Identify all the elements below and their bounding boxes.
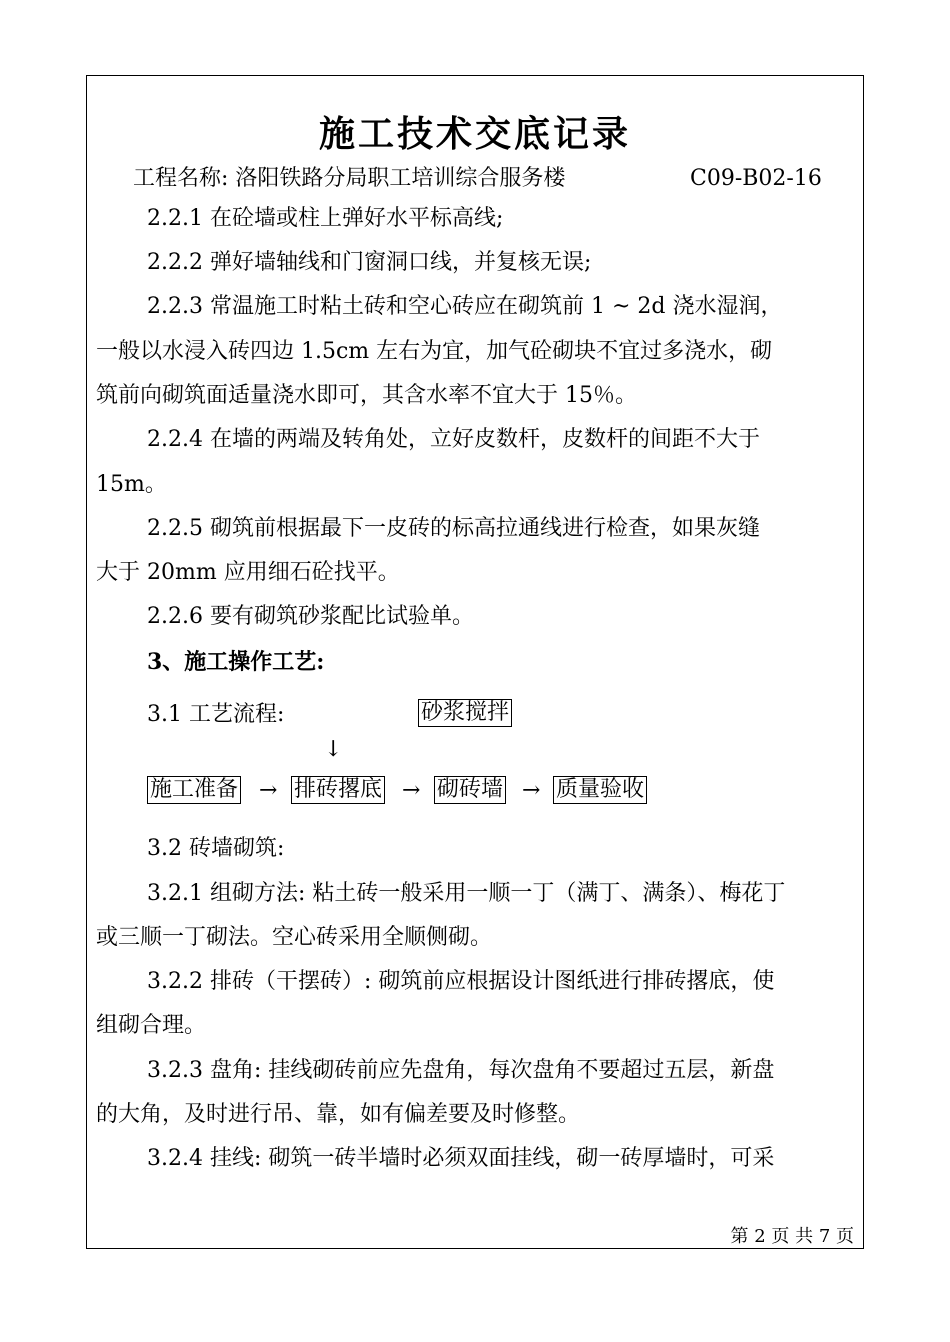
text-line: 2.2.5 砌筑前根据最下一皮砖的标高拉通线进行检查，如果灰缝 bbox=[147, 516, 760, 541]
text-line: 的大角，及时进行吊、靠，如有偏差要及时修整。 bbox=[96, 1102, 581, 1127]
text-line: 3.2.4 挂线: 砌筑一砖半墙时必须双面挂线，砌一砖厚墙时，可采 bbox=[147, 1146, 775, 1171]
flow-box-mortar-mixing: 砂浆搅拌 bbox=[418, 699, 512, 727]
text-line: 2.2.3 常温施工时粘土砖和空心砖应在砌筑前 1 ~ 2d 浇水湿润， bbox=[147, 294, 783, 319]
text-line: 2.2.1 在砼墙或柱上弹好水平标高线; bbox=[147, 206, 504, 231]
text-line: 一般以水浸入砖四边 1.5cm 左右为宜，加气砼砌块不宜过多浇水，砌 bbox=[96, 339, 773, 364]
document-code: C09-B02-16 bbox=[690, 166, 822, 191]
text-line: 15m。 bbox=[96, 472, 167, 497]
flow-box-quality-acceptance: 质量验收 bbox=[553, 776, 647, 804]
text-line: 3.2.1 组砌方法: 粘土砖一般采用一顺一丁（满丁、满条）、梅花丁 bbox=[147, 881, 786, 906]
section-heading: 3、施工操作工艺: bbox=[147, 649, 325, 675]
project-name: 工程名称: 洛阳铁路分局职工培训综合服务楼 bbox=[133, 166, 566, 191]
text-line: 2.2.6 要有砌筑砂浆配比试验单。 bbox=[147, 604, 474, 629]
text-line: 2.2.4 在墙的两端及转角处，立好皮数杆，皮数杆的间距不大于 bbox=[147, 427, 760, 452]
flow-box-construction-prep: 施工准备 bbox=[147, 776, 241, 804]
flow-arrow: → bbox=[402, 778, 421, 803]
text-line: 组砌合理。 bbox=[96, 1013, 207, 1038]
text-line: 或三顺一丁砌法。空心砖采用全顺侧砌。 bbox=[96, 925, 493, 950]
text-line: 3.2.3 盘角: 挂线砌砖前应先盘角，每次盘角不要超过五层，新盘 bbox=[147, 1058, 775, 1083]
flow-arrow: → bbox=[259, 778, 278, 803]
text-line: 筑前向砌筑面适量浇水即可，其含水率不宜大于 15％。 bbox=[96, 383, 637, 408]
text-line: 2.2.2 弹好墙轴线和门窗洞口线，并复核无误; bbox=[147, 250, 592, 275]
flow-arrow: → bbox=[522, 778, 541, 803]
text-line: 大于 20mm 应用细石砼找平。 bbox=[96, 560, 400, 585]
text-line: 3.2.2 排砖（干摆砖）: 砌筑前应根据设计图纸进行排砖撂底，使 bbox=[147, 969, 775, 994]
flow-box-brick-layout: 排砖撂底 bbox=[291, 776, 385, 804]
page-number: 第 2 页 共 7 页 bbox=[730, 1226, 854, 1247]
process-flow-label: 3.1 工艺流程: bbox=[147, 702, 285, 727]
flow-down-arrow: ↓ bbox=[324, 737, 343, 762]
document-title: 施工技术交底记录 bbox=[318, 113, 631, 155]
flow-box-bricklaying: 砌砖墙 bbox=[434, 776, 506, 804]
text-line: 3.2 砖墙砌筑: bbox=[147, 836, 285, 861]
